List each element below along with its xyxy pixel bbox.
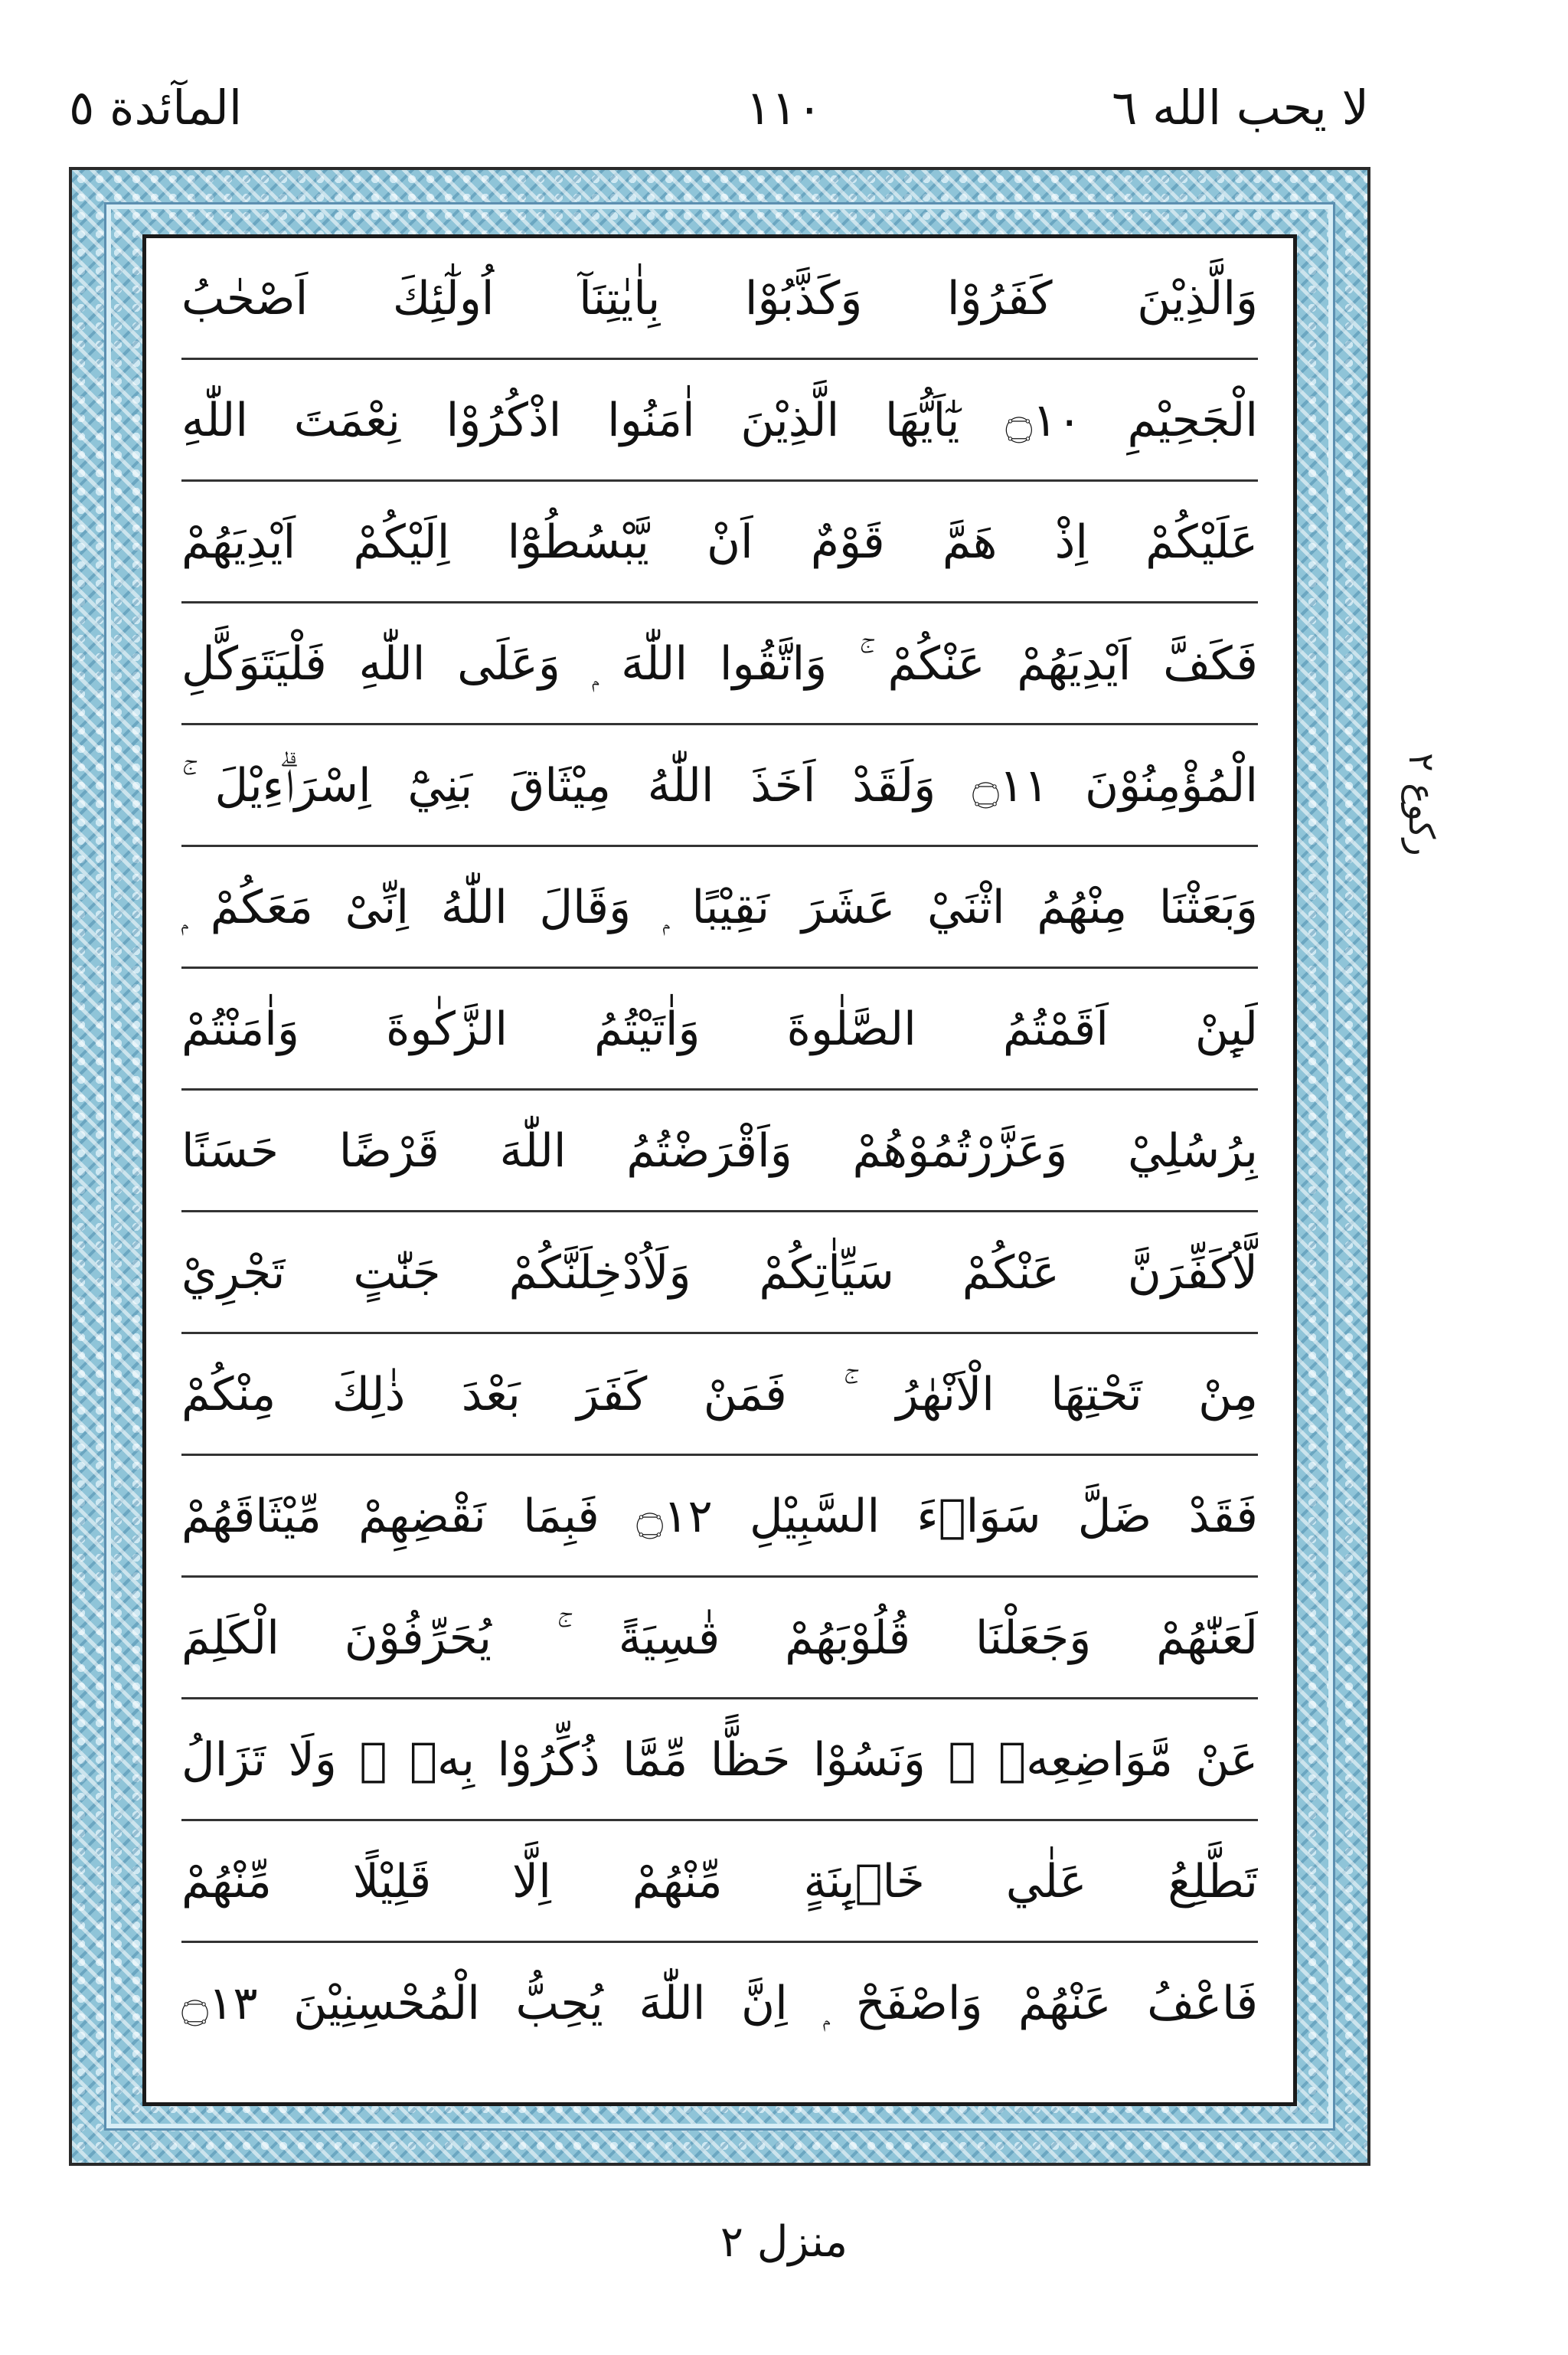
verse-line: مِنْ تَحْتِهَا الْاَنْهٰرُ ۚ فَمَنْ كَفَرَ بَعْدَ ذٰلِكَ مِنْكُمْ bbox=[181, 1334, 1258, 1456]
verse-line: فَكَفَّ اَيْدِيَهُمْ عَنْكُمْ ۚ وَاتَّقُوا اللّٰهَ ۭ وَعَلَى اللّٰهِ فَلْيَتَوَكَّلِ bbox=[181, 603, 1258, 725]
verse-line: فَاعْفُ عَنْهُمْ وَاصْفَحْ ۭ اِنَّ اللّٰهَ يُحِبُّ الْمُحْسِنِيْنَ ۝١٣ bbox=[181, 1977, 1258, 2030]
verse-line: وَبَعَثْنَا مِنْهُمُ اثْنَيْ عَشَرَ نَقِيْبًا ۭ وَقَالَ اللّٰهُ اِنِّىْ مَعَكُمْ ۭ bbox=[181, 847, 1258, 969]
verse-line: وَالَّذِيْنَ كَفَرُوْا وَكَذَّبُوْا بِاٰيٰتِنَآ اُولٰٓئِكَ اَصْحٰبُ bbox=[181, 238, 1258, 360]
verse-line: عَنْ مَّوَاضِعِهٖ ۙ وَنَسُوْا حَظًّا مِّمَّا ذُكِّرُوْا بِهٖ ۚ وَلَا تَزَالُ bbox=[181, 1699, 1258, 1821]
manzil-footer: منزل ٢ bbox=[720, 2217, 848, 2267]
verse-line: بِرُسُلِيْ وَعَزَّرْتُمُوْهُمْ وَاَقْرَضْتُمُ اللّٰهَ قَرْضًا حَسَنًا bbox=[181, 1091, 1258, 1212]
header-juz-title: لا يحب الله ٦ bbox=[1112, 80, 1369, 136]
verse-line: فَقَدْ ضَلَّ سَوَاۗءَ السَّبِيْلِ ۝١٢ فَبِمَا نَقْضِهِمْ مِّيْثَاقَهُمْ bbox=[181, 1456, 1258, 1578]
verse-line: عَلَيْكُمْ اِذْ هَمَّ قَوْمٌ اَنْ يَّبْسُطُوْٓا اِلَيْكُمْ اَيْدِيَهُمْ bbox=[181, 482, 1258, 603]
verse-line: تَطَّلِعُ عَلٰي خَاۗىِٕنَةٍ مِّنْهُمْ اِلَّا قَلِيْلًا مِّنْهُمْ bbox=[181, 1821, 1258, 1943]
ruku-margin-marker: ركوع ٢ bbox=[1401, 752, 1442, 856]
header-surah-title: المآئدة ٥ bbox=[69, 80, 243, 136]
verse-line: لَعَنّٰهُمْ وَجَعَلْنَا قُلُوْبَهُمْ قٰسِيَةً ۚ يُحَرِّفُوْنَ الْكَلِمَ bbox=[181, 1578, 1258, 1699]
verse-line: الْمُؤْمِنُوْنَ ۝١١ وَلَقَدْ اَخَذَ اللّٰهُ مِيْثَاقَ بَنِيْٓ اِسْرَاۗءِيْلَ ۚ bbox=[181, 725, 1258, 847]
verse-line: الْجَحِيْمِ ۝١٠ يٰٓاَيُّهَا الَّذِيْنَ اٰمَنُوا اذْكُرُوْا نِعْمَتَ اللّٰهِ bbox=[181, 360, 1258, 482]
quran-text-panel bbox=[142, 234, 1297, 2106]
verse-line: لَىِٕنْ اَقَمْتُمُ الصَّلٰوةَ وَاٰتَيْتُمُ الزَّكٰوةَ وَاٰمَنْتُمْ bbox=[181, 969, 1258, 1091]
page-number: ١١٠ bbox=[746, 80, 822, 136]
verse-line: لَّاُكَفِّرَنَّ عَنْكُمْ سَيِّاٰتِكُمْ وَلَاُدْخِلَنَّكُمْ جَنّٰتٍ تَجْرِيْ bbox=[181, 1212, 1258, 1334]
ornamental-border-frame bbox=[69, 167, 1370, 2166]
